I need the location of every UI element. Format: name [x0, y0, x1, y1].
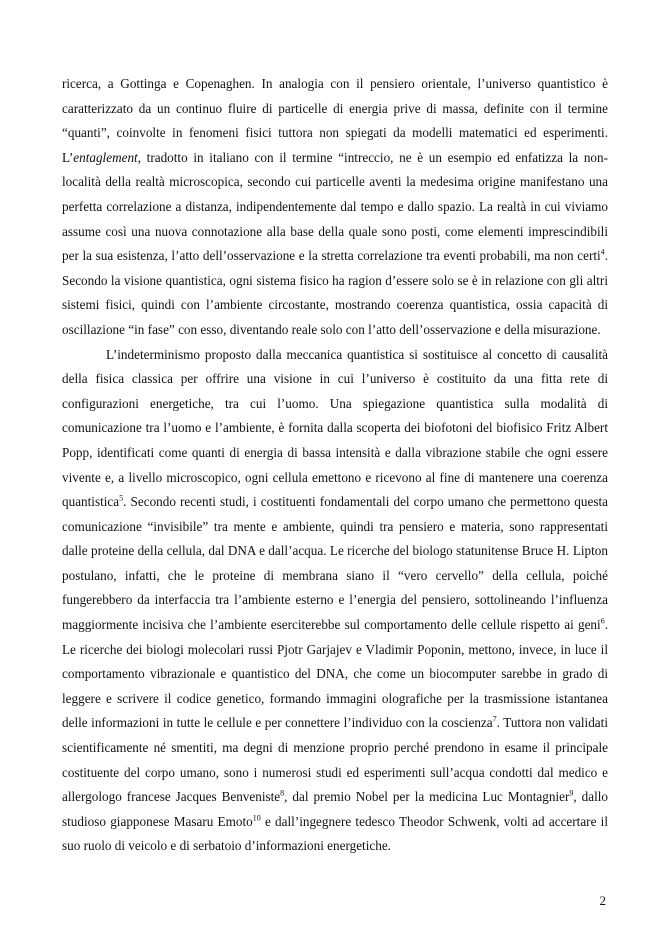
text-run: e dall’ingegnere tedesco Theodor Schwenk, volti ad accertare il suo ruolo di veicolo e di serbatoio d’informazioni energetiche.: [62, 813, 608, 854]
text-run: , dal premio Nobel per la medicina Luc Montagnier: [284, 789, 570, 805]
text-run: L’indeterminismo proposto dalla meccanica quantistica si sostituisce al concetto di causalità della fisica classica per offrire una visione in cui l’universo è costituito da una fitta rete di configurazioni energetiche, tra cui l’uomo. Una spiegazione quantistica sulla modalità di comunicazione tra l’uomo e l’ambiente, è fornita dalla scoperta dei biofotoni del biofisico Fritz Albert Popp, identificati come quanti di energia di bassa intensità e dalla vibrazione stabile che ogni essere vivente e, a livello microscopico, ogni cellula emettono e ricevono al fine di mantenere una coerenza quantistica: [62, 346, 608, 510]
text-run: ricerca, a Gottinga e Copenaghen. In analogia con il pensiero orientale, l’universo quantistico è caratterizzato da un continuo fluire di particelle di energia prive di massa, definite con il termine “quanti”, coinvolte in fenomeni fisici tuttora non spiegati da modelli matematici ed esperimenti. L’: [62, 76, 608, 165]
text-run: , tradotto in italiano con il termine “intreccio, ne è un esempio ed enfatizza la non-località della realtà microscopica, secondo cui particelle aventi la medesima origine manifestano una perfetta correlazione a distanza, indipendentemente dal tempo e dallo spazio. La realtà in cui viviamo assume così una nuova connotazione alla base della quale sono posti, come elementi imprescindibili per la sua esistenza, l’atto dell’osservazione e la stretta correlazione tra eventi probabili, ma non certi: [62, 149, 608, 264]
paragraph: [62, 343, 608, 859]
footnote-ref[interactable]: 9: [569, 788, 574, 798]
text-run: . Secondo la visione quantistica, ogni sistema fisico ha ragion d’essere solo se è in relazione con gli altri sistemi fisici, quindi con l’ambiente circostante, mostrando coerenza quantistica, ossia capacità di oscillazione “in fase” con esso, diventando reale solo con l’atto dell’osservazione e della misurazione.: [62, 248, 608, 337]
footnote-ref[interactable]: 8: [280, 788, 285, 798]
footnote-ref[interactable]: 10: [252, 813, 261, 823]
text-run: . Tuttora non validati scientificamente né smentiti, ma degni di menzione proprio perché prendono in esame il principale costituente del corpo umano, sono i numerosi studi ed esperimenti sull’acqua condotti dal medico e allergologo francese Jacques Benveniste: [62, 715, 608, 805]
italic-term: entaglement: [73, 149, 138, 165]
footnote-ref[interactable]: 4: [600, 247, 605, 257]
text-run: . Secondo recenti studi, i costituenti fondamentali del corpo umano che permettono questa comunicazione “invisibile” tra mente e ambiente, quindi tra pensiero e materia, sono rappresentati dalle proteine della cellula, dal DNA e dall’acqua. Le ricerche del biologo statunitense Bruce H. Lipton postulano, infatti, che le proteine di membrana siano il “vero cervello” della cellula, poiché fungerebbero da interfaccia tra l’ambiente esterno e l’energia del pensiero, sottolineando l’influenza maggiormente incisiva che l’ambiente eserciterebbe sul comportamento delle cellule rispetto ai geni: [62, 494, 608, 633]
footnote-ref[interactable]: 5: [119, 493, 124, 503]
text-run: . Le ricerche dei biologi molecolari russi Pjotr Garjajev e Vladimir Poponin, mettono, invece, in luce il comportamento vibrazionale e quantistico del DNA, che come un biocomputer sarebbe in grado di leggere e scrivere il codice genetico, formando immagini olografiche per la trasmissione istantanea delle informazioni in tutte le cellule e per connettere l’individuo con la coscienza: [62, 617, 608, 731]
footnote-ref[interactable]: 6: [600, 616, 605, 626]
body-text: [62, 72, 608, 859]
paragraph: [62, 72, 608, 343]
text-run: , dallo studioso giapponese Masaru Emoto: [62, 789, 608, 829]
page-number: 2: [599, 893, 606, 908]
footnote-ref[interactable]: 7: [492, 715, 497, 725]
